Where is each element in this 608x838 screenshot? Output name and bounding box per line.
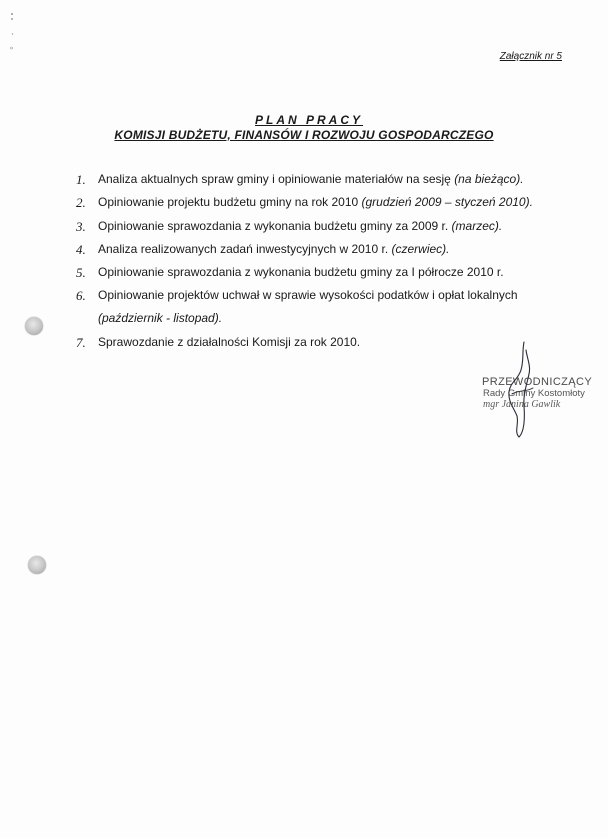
- item-text-wrap: [98, 265, 566, 280]
- item-text: Analiza aktualnych spraw gminy i opiniowanie materiałów na sesję: [98, 172, 455, 186]
- item-number: 5.: [76, 265, 86, 281]
- work-plan-list: [76, 172, 566, 358]
- handwritten-signature-icon: [500, 340, 540, 440]
- list-item: [76, 265, 566, 280]
- item-text-wrap: [98, 335, 566, 350]
- item-number: 3.: [76, 218, 86, 234]
- item-text: Opiniowanie projektów uchwał w sprawie wysokości podatków i opłat lokalnych: [98, 288, 518, 303]
- item-text: Opiniowanie projektu budżetu gminy na rok 2010: [98, 195, 362, 210]
- list-item: [76, 288, 566, 326]
- list-item: [76, 172, 566, 187]
- item-text-wrap: [98, 242, 566, 257]
- document-title: PLAN PRACY: [254, 113, 363, 127]
- item-note: (czerwiec).: [391, 241, 450, 256]
- item-note: (marzec).: [451, 218, 503, 233]
- list-item: [76, 335, 566, 350]
- list-item: [76, 242, 566, 257]
- item-text: Opiniowanie sprawozdania z wykonania budżetu gminy za 2009 r.: [98, 218, 452, 233]
- item-number: 4.: [76, 241, 86, 257]
- document-subtitle: KOMISJI BUDŻETU, FINANSÓW I ROZWOJU GOSPODARCZEGO: [114, 128, 494, 142]
- item-number: 7.: [76, 334, 86, 350]
- item-note: (październik - listopad).: [98, 311, 223, 326]
- item-text: Analiza realizowanych zadań inwestycyjnych w 2010 r.: [98, 241, 392, 256]
- item-note: (grudzień 2009 – styczeń 2010).: [361, 195, 533, 210]
- signature-council: Rady Gminy Kostomłoty: [483, 388, 585, 399]
- punch-hole-top: [25, 317, 43, 335]
- item-number: 1.: [76, 172, 86, 187]
- annex-label: Załącznik nr 5: [499, 51, 562, 62]
- item-number: 6.: [76, 288, 86, 304]
- item-text-wrap: [98, 219, 566, 234]
- list-item: [76, 195, 566, 210]
- item-text-wrap: [98, 172, 566, 187]
- scan-edge-marks: [8, 4, 18, 54]
- item-text: Opiniowanie sprawozdania z wykonania budżetu gminy za I półrocze 2010 r.: [98, 265, 504, 280]
- punch-hole-bottom: [28, 556, 46, 574]
- list-item: [76, 219, 566, 234]
- item-text-wrap: [98, 288, 566, 326]
- signature-name: mgr Janina Gawlik: [483, 399, 561, 410]
- signature-role: PRZEWODNICZĄCY: [482, 376, 593, 388]
- item-note: (na bieżąco).: [454, 172, 524, 186]
- item-text: Sprawozdanie z działalności Komisji za rok 2010.: [98, 334, 361, 349]
- item-text-wrap: [98, 195, 566, 210]
- item-number: 2.: [76, 195, 86, 211]
